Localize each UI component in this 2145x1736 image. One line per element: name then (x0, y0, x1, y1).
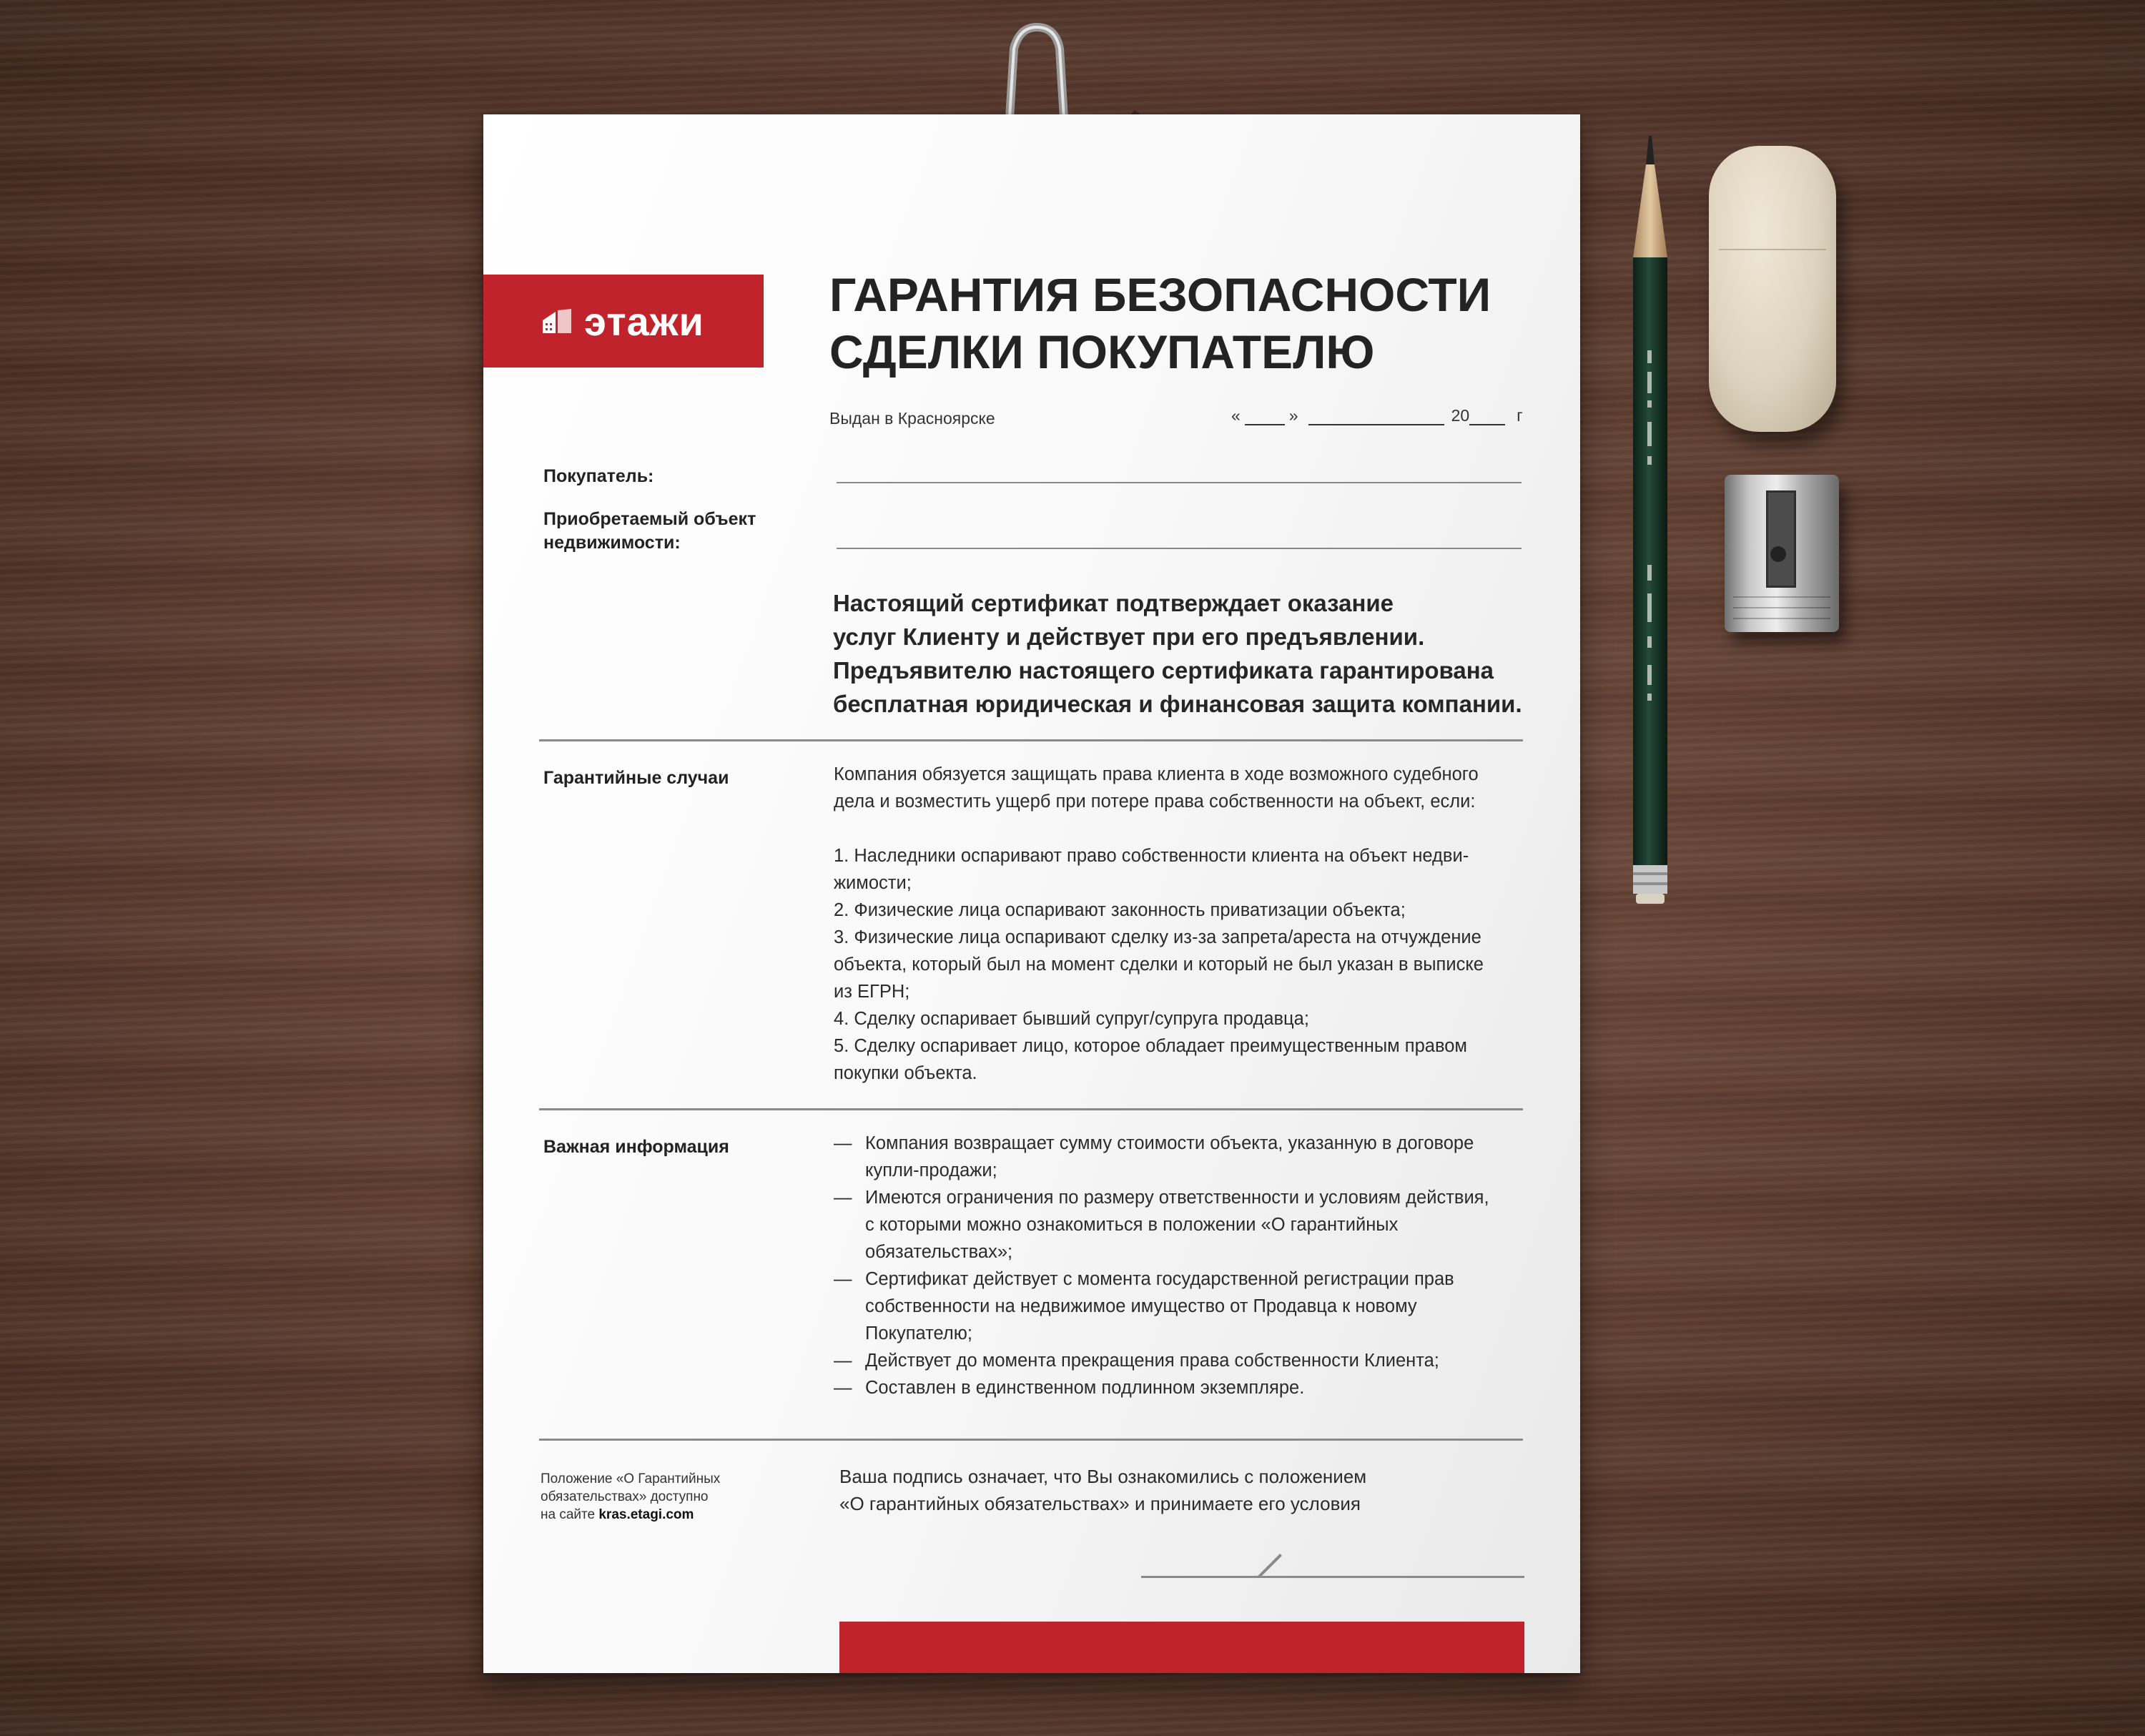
footer-note-line: Положение «О Гарантийных (541, 1471, 721, 1486)
page-title (829, 266, 1544, 380)
section-divider (539, 1439, 1523, 1441)
important-item (834, 1184, 1520, 1266)
sharpener-rib (1733, 596, 1830, 598)
pencil-icon (1623, 136, 1687, 915)
signature-notice-line: «О гарантийных обязательствах» и принимаете его условия (839, 1493, 1361, 1514)
object-label-line-2: недвижимости: (543, 533, 681, 553)
guarantee-item: покупки объекта. (834, 1063, 977, 1083)
sharpener-screw (1770, 546, 1786, 562)
important-item-line: — Составлен в единственном подлинном экземпляре. (865, 1378, 1305, 1398)
important-item-line: с которыми можно ознакомиться в положении «О гарантийных (865, 1215, 1399, 1235)
certificate-statement (833, 586, 1548, 721)
date-close-quote: » (1288, 406, 1298, 425)
footer-note-prefix: на сайте (541, 1507, 596, 1522)
date-year-prefix: 20 (1451, 406, 1470, 425)
important-list (834, 1130, 1520, 1401)
important-item (834, 1266, 1520, 1347)
sharpener-icon (1725, 475, 1839, 632)
guarantee-item: 2. Физические лица оспаривают законность приватизации объекта; (834, 900, 1406, 920)
buyer-label: Покупатель: (543, 466, 654, 486)
guarantee-item: из ЕГРН; (834, 982, 910, 1002)
footer-note-line: обязательствах» доступно (541, 1489, 709, 1504)
important-item-line: — Действует до момента прекращения права собственности Клиента; (865, 1351, 1439, 1371)
signature-mark (1258, 1554, 1282, 1578)
important-label: Важная информация (543, 1137, 729, 1157)
important-item (834, 1130, 1520, 1184)
guarantee-label: Гарантийные случаи (543, 768, 729, 788)
footer-red-bar (839, 1622, 1524, 1673)
guarantee-item: 5. Сделку оспаривает лицо, которое обладает преимущественным правом (834, 1036, 1467, 1056)
document-sheet (483, 114, 1580, 1673)
date-day-blank[interactable] (1245, 410, 1285, 425)
date-year-blank[interactable] (1469, 410, 1505, 425)
signature-notice (839, 1463, 1483, 1517)
guarantee-text (834, 761, 1520, 1087)
spacer (834, 815, 1520, 842)
object-label (543, 508, 772, 555)
building-icon (543, 309, 571, 333)
guarantee-item: объекта, который был на момент сделки и который не был указан в выписке (834, 955, 1484, 975)
guarantee-item: 1. Наследники оспаривают право собственности клиента на объект недви- (834, 846, 1469, 866)
date-year-suffix: г (1517, 406, 1523, 425)
date-open-quote: « (1231, 406, 1241, 425)
cert-line: бесплатная юридическая и финансовая защита компании. (833, 691, 1522, 717)
important-item (834, 1374, 1520, 1401)
guarantee-intro: Компания обязуется защищать права клиента в ходе возможного судебного (834, 764, 1479, 784)
guarantee-item: жимости; (834, 873, 912, 893)
guarantee-item: 4. Сделку оспаривает бывший супруг/супруга продавца; (834, 1009, 1309, 1029)
sharpener-rib (1733, 618, 1830, 619)
guarantee-intro: дела и возместить ущерб при потере права собственности на объект, если: (834, 791, 1476, 812)
cert-line: услуг Клиенту и действует при его предъявлении. (833, 623, 1425, 650)
buyer-field[interactable] (837, 482, 1522, 483)
important-item-line: обязательствах»; (865, 1242, 1013, 1262)
footer-note (541, 1470, 755, 1524)
sharpener-blade (1766, 490, 1796, 588)
guarantee-item: 3. Физические лица оспаривают сделку из-за запрета/ареста на отчуждение (834, 927, 1481, 947)
important-item-line: собственности на недвижимое имущество от Продавца к новому (865, 1296, 1417, 1316)
cert-line: Предъявителю настоящего сертификата гарантирована (833, 657, 1494, 684)
signature-notice-line: Ваша подпись означает, что Вы ознакомились с положением (839, 1466, 1367, 1487)
object-label-line-1: Приобретаемый объект (543, 509, 756, 529)
title-line-2: СДЕЛКИ ПОКУПАТЕЛЮ (829, 325, 1375, 378)
section-divider (539, 739, 1523, 741)
important-item-line: — Имеются ограничения по размеру ответственности и условиям действия, (865, 1188, 1489, 1208)
important-item-line: — Компания возвращает сумму стоимости объекта, указанную в договоре (865, 1133, 1474, 1153)
cert-line: Настоящий сертификат подтверждает оказание (833, 590, 1394, 616)
important-item-line: купли-продажи; (865, 1160, 997, 1180)
date-month-blank[interactable] (1308, 410, 1444, 425)
object-field[interactable] (837, 548, 1522, 549)
important-item-line: — Сертификат действует с момента государственной регистрации прав (865, 1269, 1454, 1289)
logo-band (483, 275, 764, 368)
date-field[interactable] (1231, 406, 1523, 425)
title-line-1: ГАРАНТИЯ БЕЗОПАСНОСТИ (829, 268, 1491, 321)
important-item-line: Покупателю; (865, 1323, 972, 1343)
logo-text: этажи (584, 298, 704, 344)
important-item (834, 1347, 1520, 1374)
footer-note-line (541, 1506, 755, 1524)
site-link[interactable]: kras.etagi.com (598, 1507, 694, 1522)
signature-field[interactable] (1141, 1576, 1524, 1578)
important-text (834, 1130, 1520, 1401)
issued-place: Выдан в Красноярске (829, 409, 995, 428)
eraser-icon (1709, 146, 1836, 432)
section-divider (539, 1108, 1523, 1110)
sharpener-rib (1733, 607, 1830, 608)
